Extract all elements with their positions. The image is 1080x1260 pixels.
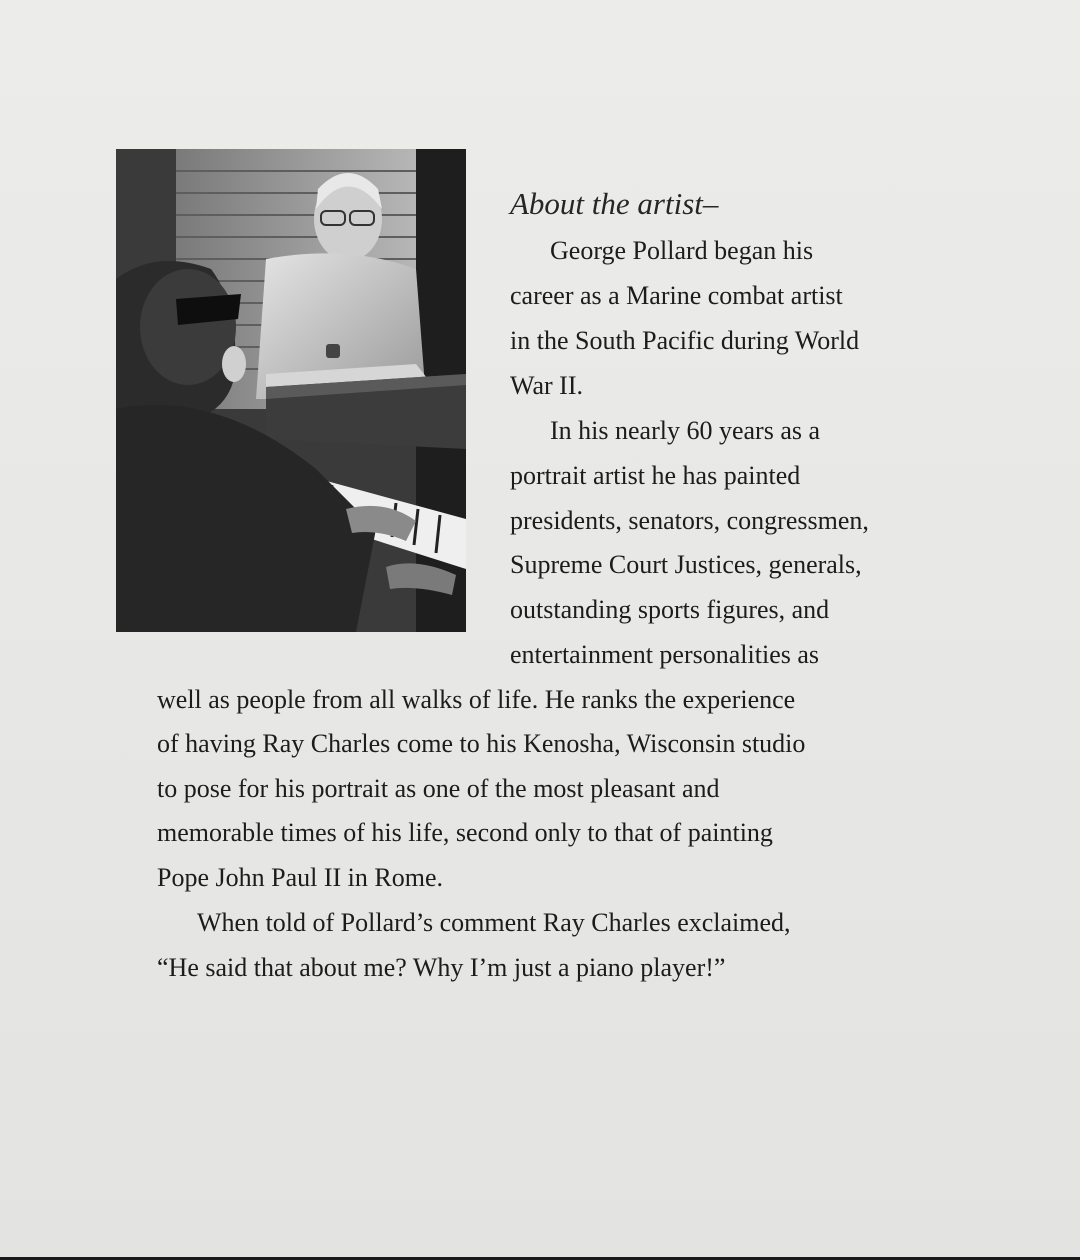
column-line-7: presidents, senators, congressmen, [510,506,869,535]
column-line-9: outstanding sports figures, and [510,595,830,624]
body-line-7: “He said that about me? Why I’m just a piano player!” [157,953,726,982]
column-line-4: War II. [510,371,583,400]
column-line-5: In his nearly 60 years as a [550,416,821,445]
body-line-1: well as people from all walks of life. He ranks the experience [157,685,796,714]
column-line-3: in the South Pacific during World [510,326,860,355]
body-line-6: When told of Pollard’s comment Ray Charles exclaimed, [197,908,791,937]
column-line-6: portrait artist he has painted [510,461,801,490]
column-line-2: career as a Marine combat artist [510,281,843,310]
column-line-10: entertainment personalities as [510,640,820,669]
photo-artist-and-pianist [116,149,466,632]
body-line-5: Pope John Paul II in Rome. [157,863,443,892]
heading-about-the-artist: About the artist– [510,186,719,221]
body-line-2: of having Ray Charles come to his Kenosha, Wisconsin studio [157,729,806,758]
column-line-8: Supreme Court Justices, generals, [510,550,862,579]
column-line-1: George Pollard began his [550,236,814,265]
body-line-4: memorable times of his life, second only to that of painting [157,818,773,847]
body-line-3: to pose for his portrait as one of the most pleasant and [157,774,720,803]
